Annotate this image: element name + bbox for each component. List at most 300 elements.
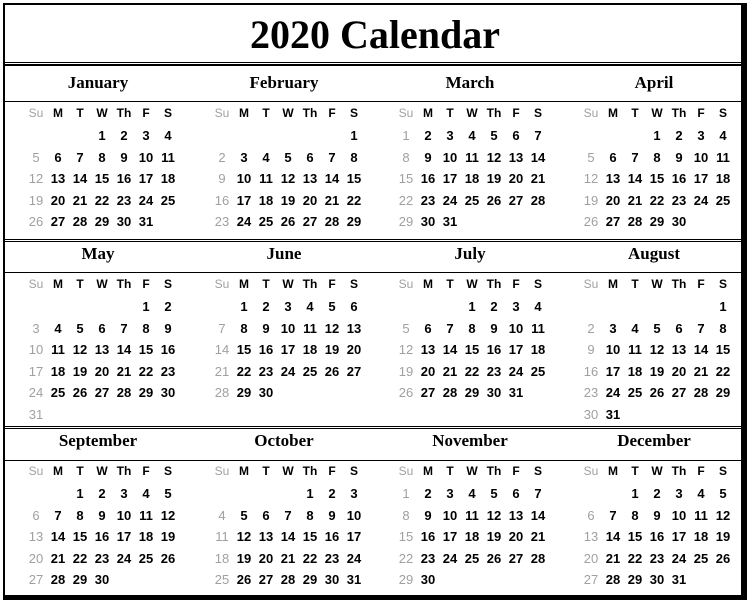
- day-cell: 30: [116, 214, 132, 229]
- weekday-label: Su: [583, 106, 599, 120]
- day-cell: 18: [464, 171, 480, 186]
- day-cell: 28: [693, 385, 709, 400]
- day-cell: 15: [138, 342, 154, 357]
- weekday-label: F: [328, 277, 336, 291]
- day-cell: 18: [715, 171, 731, 186]
- day-cell: 6: [587, 507, 595, 523]
- day-cell: 9: [587, 342, 595, 357]
- day-cell: 20: [94, 363, 110, 379]
- day-cell: 26: [236, 572, 252, 587]
- day-cell: 7: [534, 128, 542, 143]
- day-cell: 28: [116, 385, 132, 400]
- day-cell: 22: [627, 550, 643, 566]
- day-cell: 3: [446, 486, 454, 501]
- day-cell: 20: [508, 171, 524, 186]
- weekday-label: Su: [214, 277, 230, 291]
- day-cell: 21: [693, 363, 709, 379]
- day-cell: 6: [54, 149, 62, 165]
- day-cell: 16: [258, 342, 274, 357]
- day-cell: 15: [649, 171, 665, 186]
- day-cell: 9: [262, 320, 270, 336]
- day-cell: 15: [398, 171, 414, 186]
- weekday-label: M: [608, 106, 618, 120]
- day-cell: 26: [583, 214, 599, 229]
- day-cell: 22: [398, 550, 414, 566]
- day-cell: 2: [424, 128, 432, 143]
- day-cell: 23: [420, 550, 436, 566]
- weekday-label: S: [533, 106, 542, 120]
- weekday-label: T: [76, 277, 84, 291]
- day-cell: 20: [605, 192, 621, 208]
- weekday-label: W: [466, 277, 478, 291]
- day-cell: 23: [214, 214, 230, 229]
- day-cell: 4: [54, 320, 62, 336]
- month-name: January: [67, 73, 129, 92]
- day-cell: 14: [324, 171, 340, 186]
- day-cell: 29: [94, 214, 110, 229]
- weekday-label: Th: [302, 277, 318, 291]
- day-cell: 5: [490, 128, 498, 143]
- month-name: June: [266, 244, 302, 263]
- weekday-label: Th: [302, 106, 318, 120]
- weekday-label: M: [53, 464, 63, 478]
- weekday-label: M: [608, 464, 618, 478]
- day-cell: 4: [262, 149, 270, 165]
- day-cell: 9: [120, 149, 128, 165]
- day-cell: 27: [28, 572, 44, 587]
- day-cell: 21: [627, 192, 643, 208]
- day-cell: 4: [142, 486, 150, 501]
- day-cell: 7: [120, 320, 128, 336]
- day-cell: 17: [346, 529, 362, 544]
- day-cell: 6: [609, 149, 617, 165]
- day-cell: 11: [465, 507, 479, 523]
- day-cell: 22: [302, 550, 318, 566]
- day-cell: 21: [530, 171, 546, 186]
- day-cell: 22: [346, 192, 362, 208]
- day-cell: 12: [583, 171, 599, 186]
- day-cell: 11: [628, 342, 642, 357]
- day-cell: 14: [72, 171, 88, 186]
- day-cell: 10: [442, 149, 458, 165]
- weekday-label: T: [446, 277, 454, 291]
- day-cell: 29: [302, 572, 318, 587]
- day-cell: 27: [583, 572, 599, 587]
- day-cell: 26: [398, 385, 414, 400]
- month-name: March: [445, 73, 495, 92]
- day-cell: 5: [32, 149, 40, 165]
- weekday-label: F: [697, 464, 705, 478]
- day-cell: 29: [649, 214, 665, 229]
- month-name: November: [432, 431, 508, 450]
- day-cell: 9: [490, 320, 498, 336]
- day-cell: 17: [508, 342, 524, 357]
- weekday-label: T: [631, 464, 639, 478]
- day-cell: 25: [302, 363, 318, 379]
- month-name: May: [81, 244, 115, 263]
- day-cell: 17: [442, 529, 458, 544]
- day-cell: 24: [280, 363, 296, 379]
- day-cell: 10: [671, 507, 687, 523]
- day-cell: 18: [693, 529, 709, 544]
- day-cell: 11: [465, 149, 479, 165]
- day-cell: 2: [424, 486, 432, 501]
- day-cell: 12: [486, 507, 502, 523]
- day-cell: 16: [486, 342, 502, 357]
- day-cell: 5: [328, 299, 336, 314]
- day-cell: 7: [76, 149, 84, 165]
- day-cell: 3: [240, 149, 248, 165]
- day-cell: 14: [280, 529, 296, 544]
- day-cell: 15: [302, 529, 318, 544]
- day-cell: 19: [324, 342, 340, 357]
- day-cell: 28: [530, 550, 546, 566]
- day-cell: 27: [508, 550, 524, 566]
- day-cell: 3: [350, 486, 358, 501]
- month-name: October: [254, 431, 314, 450]
- day-cell: 23: [94, 550, 110, 566]
- day-cell: 9: [424, 507, 432, 523]
- weekday-label: Th: [302, 464, 318, 478]
- day-cell: 8: [76, 507, 84, 523]
- day-cell: 5: [164, 486, 172, 501]
- day-cell: 27: [94, 385, 110, 400]
- day-cell: 9: [424, 149, 432, 165]
- row-divider: [5, 239, 745, 242]
- month-header-rule: [5, 101, 745, 102]
- day-cell: 15: [627, 529, 643, 544]
- day-cell: 23: [583, 385, 599, 400]
- day-cell: 4: [534, 299, 542, 314]
- day-cell: 13: [605, 171, 621, 186]
- day-cell: 1: [468, 299, 476, 314]
- day-cell: 13: [346, 320, 362, 336]
- day-cell: 11: [259, 171, 273, 186]
- day-cell: 14: [214, 342, 230, 357]
- day-cell: 5: [653, 320, 661, 336]
- day-cell: 1: [653, 128, 661, 143]
- day-cell: 14: [627, 171, 643, 186]
- day-cell: 1: [306, 486, 314, 501]
- day-cell: 21: [605, 550, 621, 566]
- day-cell: 7: [697, 320, 705, 336]
- day-cell: 20: [420, 363, 436, 379]
- day-cell: 1: [240, 299, 248, 314]
- day-cell: 19: [649, 363, 665, 379]
- day-cell: 26: [72, 385, 88, 400]
- day-cell: 30: [420, 572, 436, 587]
- weekday-label: F: [512, 106, 520, 120]
- day-cell: 30: [671, 214, 687, 229]
- weekday-label: W: [466, 106, 478, 120]
- day-cell: 16: [116, 171, 132, 186]
- day-cell: 13: [508, 149, 524, 165]
- weekday-label: W: [282, 106, 294, 120]
- day-cell: 10: [236, 171, 252, 186]
- day-cell: 19: [486, 171, 502, 186]
- day-cell: 18: [160, 171, 176, 186]
- day-cell: 28: [280, 572, 296, 587]
- day-cell: 26: [160, 550, 176, 566]
- day-cell: 16: [671, 171, 687, 186]
- day-cell: 20: [28, 550, 44, 566]
- day-cell: 13: [28, 529, 44, 544]
- day-cell: 11: [531, 320, 545, 336]
- day-cell: 1: [76, 486, 84, 501]
- weekday-label: W: [282, 277, 294, 291]
- day-cell: 5: [284, 149, 292, 165]
- day-cell: 25: [214, 572, 230, 587]
- weekday-label: F: [512, 464, 520, 478]
- day-cell: 7: [631, 149, 639, 165]
- day-cell: 8: [653, 149, 661, 165]
- weekday-label: Th: [116, 106, 132, 120]
- day-cell: 6: [675, 320, 683, 336]
- weekday-label: Th: [486, 277, 502, 291]
- day-cell: 7: [609, 507, 617, 523]
- day-cell: 20: [671, 363, 687, 379]
- day-cell: 13: [94, 342, 110, 357]
- day-cell: 7: [54, 507, 62, 523]
- weekday-label: Su: [28, 464, 44, 478]
- day-cell: 12: [486, 149, 502, 165]
- weekday-label: M: [239, 106, 249, 120]
- day-cell: 13: [420, 342, 436, 357]
- day-cell: 2: [164, 299, 172, 314]
- day-cell: 19: [715, 529, 731, 544]
- day-cell: 20: [508, 529, 524, 544]
- weekday-label: T: [262, 106, 270, 120]
- day-cell: 12: [715, 507, 731, 523]
- day-cell: 5: [490, 486, 498, 501]
- day-cell: 17: [605, 363, 621, 379]
- day-cell: 27: [605, 214, 621, 229]
- day-cell: 7: [218, 320, 226, 336]
- weekday-label: W: [96, 464, 108, 478]
- day-cell: 10: [442, 507, 458, 523]
- day-cell: 3: [284, 299, 292, 314]
- day-cell: 3: [446, 128, 454, 143]
- weekday-label: M: [53, 106, 63, 120]
- day-cell: 21: [280, 550, 296, 566]
- month-name: July: [454, 244, 486, 263]
- weekday-label: M: [239, 464, 249, 478]
- day-cell: 15: [236, 342, 252, 357]
- day-cell: 15: [346, 171, 362, 186]
- day-cell: 4: [218, 507, 226, 523]
- day-cell: 17: [138, 171, 154, 186]
- day-cell: 9: [164, 320, 172, 336]
- day-cell: 12: [280, 171, 296, 186]
- day-cell: 26: [28, 214, 44, 229]
- day-cell: 11: [215, 529, 229, 544]
- day-cell: 1: [142, 299, 150, 314]
- day-cell: 12: [398, 342, 414, 357]
- day-cell: 31: [28, 406, 44, 422]
- day-cell: 23: [324, 550, 340, 566]
- day-cell: 25: [50, 385, 66, 400]
- calendar-frame: [3, 3, 747, 600]
- weekday-label: F: [512, 277, 520, 291]
- day-cell: 2: [120, 128, 128, 143]
- day-cell: 19: [486, 529, 502, 544]
- day-cell: 31: [138, 214, 154, 229]
- weekday-label: F: [328, 464, 336, 478]
- weekday-label: T: [76, 106, 84, 120]
- day-cell: 10: [28, 342, 44, 357]
- calendar-inner: [5, 5, 745, 598]
- day-cell: 9: [218, 171, 226, 186]
- weekday-label: M: [608, 277, 618, 291]
- day-cell: 6: [424, 320, 432, 336]
- day-cell: 22: [715, 363, 731, 379]
- day-cell: 24: [346, 550, 362, 566]
- weekday-label: Su: [214, 464, 230, 478]
- day-cell: 26: [486, 192, 502, 208]
- day-cell: 6: [512, 486, 520, 501]
- day-cell: 27: [50, 214, 66, 229]
- day-cell: 25: [258, 214, 274, 229]
- day-cell: 24: [605, 385, 621, 400]
- day-cell: 26: [324, 363, 340, 379]
- day-cell: 5: [76, 320, 84, 336]
- day-cell: 30: [583, 406, 599, 422]
- weekday-label: W: [651, 106, 663, 120]
- day-cell: 17: [280, 342, 296, 357]
- weekday-label: T: [631, 277, 639, 291]
- day-cell: 13: [302, 171, 318, 186]
- weekday-label: S: [718, 106, 727, 120]
- day-cell: 13: [50, 171, 66, 186]
- month-name: September: [58, 431, 138, 450]
- day-cell: 6: [350, 299, 358, 314]
- day-cell: 3: [609, 320, 617, 336]
- day-cell: 15: [398, 529, 414, 544]
- day-cell: 17: [442, 171, 458, 186]
- day-cell: 20: [50, 192, 66, 208]
- day-cell: 4: [468, 486, 476, 501]
- day-cell: 18: [138, 529, 154, 544]
- day-cell: 14: [530, 149, 546, 165]
- weekday-label: T: [76, 464, 84, 478]
- day-cell: 8: [402, 149, 410, 165]
- day-cell: 14: [116, 342, 132, 357]
- day-cell: 24: [442, 192, 458, 208]
- day-cell: 10: [138, 149, 154, 165]
- weekday-label: Th: [671, 106, 687, 120]
- day-cell: 11: [716, 149, 730, 165]
- day-cell: 7: [328, 149, 336, 165]
- weekday-label: Su: [398, 106, 414, 120]
- day-cell: 18: [530, 342, 546, 357]
- day-cell: 30: [258, 385, 274, 400]
- day-cell: 19: [28, 192, 44, 208]
- day-cell: 2: [490, 299, 498, 314]
- day-cell: 8: [719, 320, 727, 336]
- day-cell: 1: [719, 299, 727, 314]
- day-cell: 21: [324, 192, 340, 208]
- day-cell: 2: [262, 299, 270, 314]
- day-cell: 16: [160, 342, 176, 357]
- weekday-label: F: [142, 106, 150, 120]
- day-cell: 28: [530, 192, 546, 208]
- day-cell: 30: [160, 385, 176, 400]
- day-cell: 12: [649, 342, 665, 357]
- day-cell: 23: [420, 192, 436, 208]
- day-cell: 26: [649, 385, 665, 400]
- day-cell: 4: [306, 299, 314, 314]
- day-cell: 8: [306, 507, 314, 523]
- weekday-label: S: [718, 277, 727, 291]
- day-cell: 6: [512, 128, 520, 143]
- day-cell: 11: [51, 342, 65, 357]
- day-cell: 16: [94, 529, 110, 544]
- day-cell: 12: [160, 507, 176, 523]
- day-cell: 23: [486, 363, 502, 379]
- weekday-label: Th: [486, 106, 502, 120]
- day-cell: 3: [675, 486, 683, 501]
- weekday-label: Su: [28, 277, 44, 291]
- day-cell: 27: [508, 192, 524, 208]
- day-cell: 22: [72, 550, 88, 566]
- day-cell: 27: [346, 363, 362, 379]
- day-cell: 25: [160, 192, 176, 208]
- day-cell: 22: [649, 192, 665, 208]
- weekday-label: S: [163, 106, 172, 120]
- weekday-label: W: [96, 277, 108, 291]
- weekday-label: S: [349, 277, 358, 291]
- day-cell: 28: [442, 385, 458, 400]
- day-cell: 23: [116, 192, 132, 208]
- day-cell: 21: [50, 550, 66, 566]
- weekday-label: Su: [398, 277, 414, 291]
- day-cell: 31: [508, 385, 524, 400]
- day-cell: 6: [98, 320, 106, 336]
- day-cell: 19: [398, 363, 414, 379]
- day-cell: 12: [236, 529, 252, 544]
- day-cell: 2: [218, 149, 226, 165]
- day-cell: 6: [262, 507, 270, 523]
- day-cell: 31: [671, 572, 687, 587]
- day-cell: 21: [214, 363, 230, 379]
- day-cell: 3: [120, 486, 128, 501]
- weekday-label: S: [163, 464, 172, 478]
- weekday-label: M: [423, 464, 433, 478]
- day-cell: 25: [464, 550, 480, 566]
- month-name: April: [634, 73, 674, 92]
- weekday-label: Su: [583, 277, 599, 291]
- day-cell: 22: [236, 363, 252, 379]
- weekday-label: S: [533, 277, 542, 291]
- weekday-label: W: [651, 277, 663, 291]
- weekday-label: T: [262, 464, 270, 478]
- day-cell: 29: [398, 214, 414, 229]
- day-cell: 5: [402, 320, 410, 336]
- weekday-label: Th: [116, 464, 132, 478]
- weekday-label: Su: [583, 464, 599, 478]
- weekday-label: M: [423, 106, 433, 120]
- day-cell: 8: [240, 320, 248, 336]
- day-cell: 14: [530, 507, 546, 523]
- day-cell: 18: [50, 363, 66, 379]
- day-cell: 25: [138, 550, 154, 566]
- weekday-label: W: [282, 464, 294, 478]
- day-cell: 30: [324, 572, 340, 587]
- day-cell: 20: [258, 550, 274, 566]
- day-cell: 29: [464, 385, 480, 400]
- day-cell: 6: [306, 149, 314, 165]
- weekday-label: S: [533, 464, 542, 478]
